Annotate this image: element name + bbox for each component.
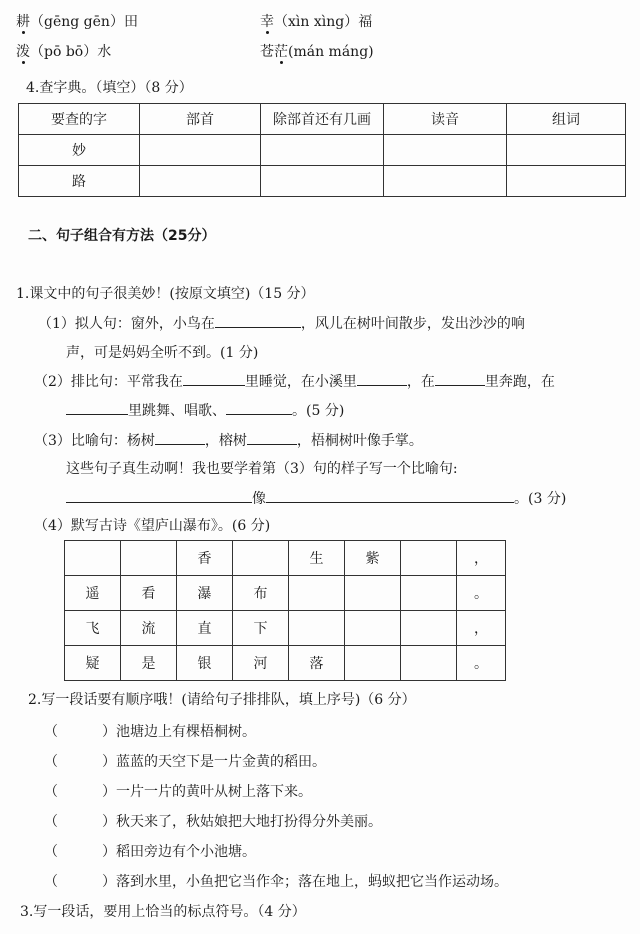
s2-title: 2.写一段话要有顺序哦！(请给句子排排队，填上序号)（6 分） (28, 692, 416, 708)
poem-row (65, 611, 506, 646)
poem-cell[interactable] (401, 541, 457, 576)
poem-cell: 瀑 (177, 576, 233, 611)
table-cell: 妙 (19, 135, 140, 166)
dotted-char: 茫 (274, 44, 288, 60)
poem-cell[interactable] (401, 576, 457, 611)
table-cell[interactable] (384, 166, 507, 197)
answer-blank[interactable] (435, 371, 485, 386)
poem-cell: 流 (121, 611, 177, 646)
table-cell[interactable] (261, 135, 384, 166)
answer-blank[interactable] (357, 371, 407, 386)
poem-cell: 下 (233, 611, 289, 646)
table-header-row (19, 104, 626, 135)
s1-line-8: （4）默写古诗《望庐山瀑布》。(6 分) (34, 518, 271, 534)
poem-cell: 河 (233, 646, 289, 681)
answer-blank[interactable] (155, 430, 205, 445)
poem-cell: 布 (233, 576, 289, 611)
poem-cell: 。 (457, 646, 506, 681)
dotted-char: 泼 (16, 44, 30, 60)
poem-cell[interactable] (345, 576, 401, 611)
s1-title: 1.课文中的句子很美妙！(按原文填空)（15 分） (16, 286, 315, 302)
s1-line-4: 里跳舞、唱歌、 。(5 分) (66, 400, 344, 421)
poem-cell[interactable] (289, 576, 345, 611)
poem-cell: 飞 (65, 611, 121, 646)
s1-line-1: （1）拟人句：窗外，小鸟在 ，风儿在树叶间散步，发出沙沙的响 (38, 313, 525, 334)
poem-cell: 遥 (65, 576, 121, 611)
header-cell: 读音 (384, 104, 507, 135)
header-cell: 部首 (140, 104, 261, 135)
table-cell[interactable] (507, 166, 626, 197)
poem-cell: 是 (121, 646, 177, 681)
poem-cell[interactable] (345, 611, 401, 646)
poem-cell: 香 (177, 541, 233, 576)
poem-row (65, 576, 506, 611)
answer-blank[interactable] (66, 400, 128, 415)
poem-cell: 落 (289, 646, 345, 681)
s1-line-6: 这些句子真生动啊！我也要学着第（3）句的样子写一个比喻句: (66, 461, 458, 477)
table-cell[interactable] (140, 166, 261, 197)
answer-blank[interactable] (266, 488, 514, 503)
s1-line-7: 像 。(3 分) (66, 488, 566, 509)
poem-cell[interactable] (401, 611, 457, 646)
answer-blank[interactable] (247, 430, 297, 445)
poem-cell: 紫 (345, 541, 401, 576)
poem-cell: 直 (177, 611, 233, 646)
table-row (19, 166, 626, 197)
header-cell: 除部首还有几画 (261, 104, 384, 135)
s3-title: 3.写一段话，要用上恰当的标点符号。（4 分） (20, 904, 306, 920)
order-item: （ ）蓝蓝的天空下是一片金黄的稻田。 (44, 754, 326, 770)
answer-blank[interactable] (183, 371, 245, 386)
dotted-char: 耕 (16, 14, 30, 30)
poem-cell: 。 (457, 576, 506, 611)
table-cell[interactable] (261, 166, 384, 197)
answer-blank[interactable] (226, 400, 292, 415)
poem-cell: ， (457, 541, 506, 576)
order-item: （ ）池塘边上有棵梧桐树。 (44, 724, 256, 740)
poem-cell[interactable] (289, 611, 345, 646)
order-item: （ ）稻田旁边有个小池塘。 (44, 844, 256, 860)
order-item: （ ）一片一片的黄叶从树上落下来。 (44, 784, 312, 800)
table-cell[interactable] (507, 135, 626, 166)
poem-cell[interactable] (233, 541, 289, 576)
poem-cell[interactable] (401, 646, 457, 681)
s1-line-2: 声，可是妈妈全听不到。(1 分) (66, 345, 259, 361)
s1-line-5: （3）比喻句：杨树 ，榕树 ，梧桐树叶像手掌。 (34, 430, 423, 451)
poem-row (65, 646, 506, 681)
poem-cell[interactable] (65, 541, 121, 576)
table-row (19, 135, 626, 166)
q4-title: 4.查字典。（填空）（8 分） (26, 80, 193, 96)
pinyin-item-3: 泼（pō bō）水 (16, 44, 112, 60)
pinyin-item-2: 幸（xìn xìng）福 (260, 14, 373, 30)
section-title: 二、句子组合有方法（25分） (28, 228, 216, 244)
table-cell[interactable] (140, 135, 261, 166)
dictionary-table (18, 103, 626, 197)
table-cell: 路 (19, 166, 140, 197)
header-cell: 组词 (507, 104, 626, 135)
poem-cell: 看 (121, 576, 177, 611)
pinyin-item-1: 耕（gēng gēn）田 (16, 14, 138, 30)
poem-row (65, 541, 506, 576)
answer-blank[interactable] (215, 313, 301, 328)
table-cell[interactable] (384, 135, 507, 166)
answer-blank[interactable] (66, 488, 252, 503)
dotted-char: 幸 (260, 14, 274, 30)
header-cell: 要查的字 (19, 104, 140, 135)
poem-cell: 银 (177, 646, 233, 681)
poem-cell[interactable] (345, 646, 401, 681)
pinyin-item-4: 苍茫(mán máng) (260, 44, 374, 60)
poem-cell: ， (457, 611, 506, 646)
poem-grid (64, 540, 506, 681)
order-item: （ ）落到水里，小鱼把它当作伞；落在地上，蚂蚁把它当作运动场。 (44, 874, 508, 890)
poem-cell[interactable] (121, 541, 177, 576)
order-item: （ ）秋天来了，秋姑娘把大地打扮得分外美丽。 (44, 814, 382, 830)
s1-line-3: （2）排比句：平常我在 里睡觉，在小溪里 ，在 里奔跑，在 (34, 371, 555, 392)
poem-cell: 疑 (65, 646, 121, 681)
poem-cell: 生 (289, 541, 345, 576)
